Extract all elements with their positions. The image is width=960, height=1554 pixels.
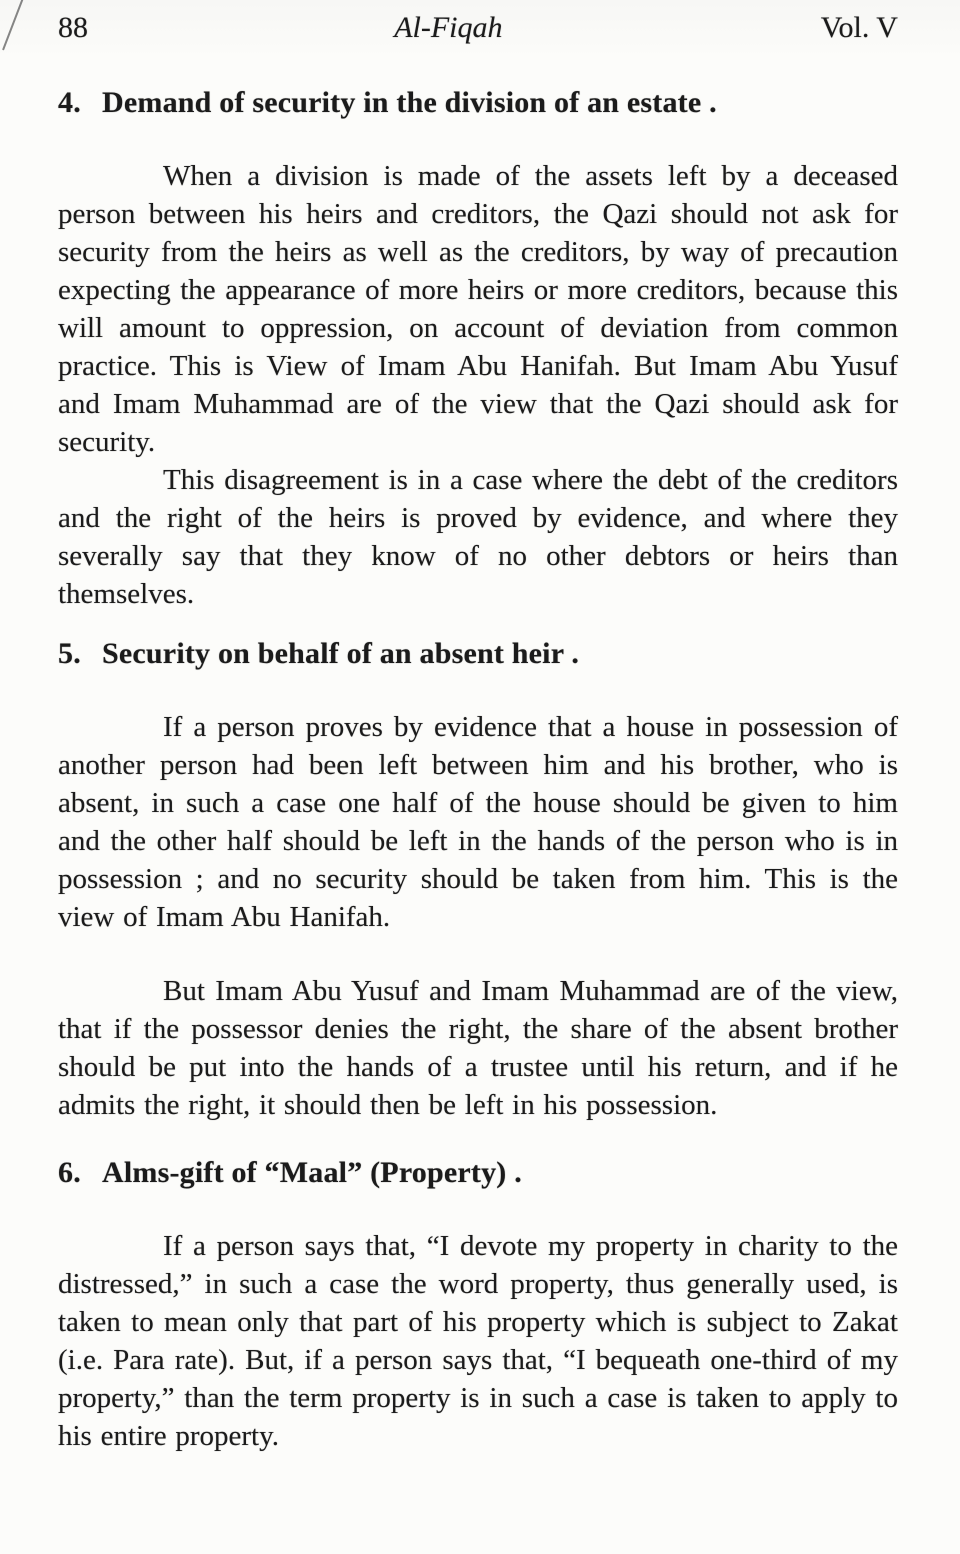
body-paragraph: When a division is made of the assets left by a deceased person between his heirs and creditors, the Qazi should not ask for security from the heirs as well as the creditors, by way of precaution expecting the appearance of more heirs or more creditors, because this will amount to oppression, on account of deviation from common practice. This is View of Imam Abu Hanifah. But Imam Abu Yusuf and Imam Muhammad are of the view that the Qazi should ask for security. — [58, 160, 898, 458]
section-number: 5. — [58, 637, 81, 670]
body-paragraph: This disagreement is in a case where the debt of the creditors and the right of the heirs is proved by evidence, and where they severally say that they know of no other debtors or heirs than themselves. — [58, 464, 898, 610]
section-number: 4. — [58, 86, 81, 119]
section-number: 6. — [58, 1156, 81, 1189]
page-body — [58, 84, 898, 1455]
book-title: Al-Fiqah — [394, 11, 503, 44]
body-paragraph: But Imam Abu Yusuf and Imam Muhammad are of the view, that if the possessor denies the right, the share of the absent brother should be put into the hands of a trustee until his return, and if he admits the right, it should then be left in his possession. — [58, 975, 898, 1121]
body-paragraph: If a person proves by evidence that a house in possession of another person had been left between him and his brother, who is absent, in such a case one half of the house should be given to him and the other half should be left in the hands of the person who is in possession ; and no security should be taken from him. This is the view of Imam Abu Hanifah. — [58, 711, 898, 933]
section-title: Security on behalf of an absent heir . — [102, 637, 580, 670]
body-paragraph: If a person says that, “I devote my property in charity to the distressed,” in such a case the word property, thus generally used, is taken to mean only that part of his property which is subject to Zakat (i.e. Para rate). But, if a person says that, “I bequeath one-third of my property,” than the term property is in such a case is taken to apply to his entire property. — [58, 1230, 898, 1452]
section-heading-5 — [58, 635, 898, 673]
volume-label: Vol. V — [820, 11, 898, 44]
page-number: 88 — [58, 11, 88, 44]
page-header — [58, 8, 898, 48]
scan-scratch-mark — [2, 0, 24, 50]
section-heading-6 — [58, 1154, 898, 1192]
section-title: Alms-gift of “Maal” (Property) . — [102, 1156, 522, 1189]
section-heading-4 — [58, 84, 898, 122]
section-title: Demand of security in the division of an estate . — [102, 86, 717, 119]
